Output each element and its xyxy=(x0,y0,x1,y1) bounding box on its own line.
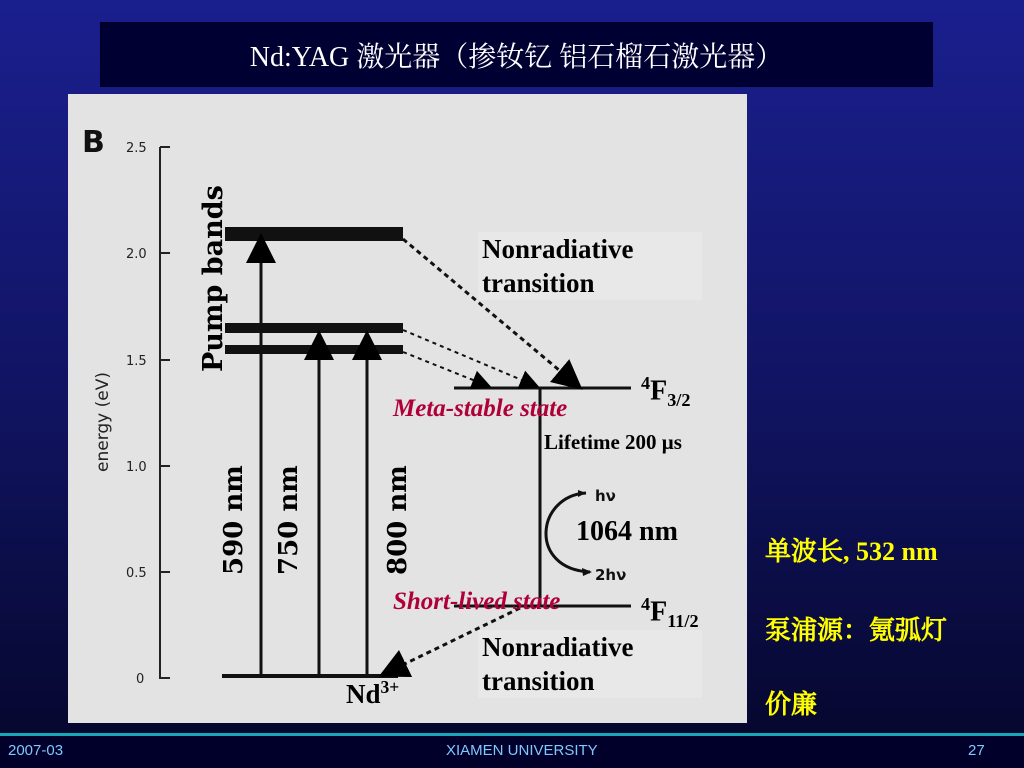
y-tick-label: 0 xyxy=(136,672,145,687)
photon-arrowhead xyxy=(578,490,586,497)
wavelength-label-750: 750 nm xyxy=(274,465,304,575)
wavelength-label-800: 800 nm xyxy=(383,465,413,575)
nonradiative-arrow-middle xyxy=(403,330,536,386)
y-tick-label: 2.5 xyxy=(126,141,147,156)
ground-level-sup: 3+ xyxy=(380,677,400,697)
pump-band-middle xyxy=(225,323,403,333)
upper-level-sup: 4 xyxy=(641,373,651,393)
side-note-cheap: 价廉 xyxy=(765,690,818,719)
footer-date: 2007-03 xyxy=(8,742,64,759)
energy-level-diagram xyxy=(68,94,747,723)
pump-band-top xyxy=(225,227,403,241)
lower-level-sup: 4 xyxy=(641,594,651,614)
pump-bands-label: Pump bands xyxy=(198,185,229,372)
y-tick-label: 1.0 xyxy=(126,460,147,475)
y-tick-label: 0.5 xyxy=(126,566,147,581)
lower-level-main: F xyxy=(650,596,668,628)
emission-wavelength-label: 1064 nm xyxy=(572,516,682,548)
panel-label: B xyxy=(82,125,105,160)
nonradiative-arrow-lower xyxy=(403,352,488,386)
side-note-pump-source: 泵浦源：氪弧灯 xyxy=(765,616,948,645)
hv-top-label: hν xyxy=(595,487,616,505)
upper-level-main: F xyxy=(650,375,668,407)
upper-level-sub: 3/2 xyxy=(667,389,691,410)
photon-arrowhead xyxy=(582,568,592,576)
upper-level-label xyxy=(641,373,690,411)
wavelength-label-590: 590 nm xyxy=(219,465,249,575)
lifetime-label: Lifetime 200 μs xyxy=(544,430,682,454)
slide-footer xyxy=(0,733,1024,768)
footer-page-number: 27 xyxy=(968,742,985,759)
ground-level-main: Nd xyxy=(346,679,381,709)
slide-title-text: Nd:YAG 激光器（掺钕钇 铝石榴石激光器） xyxy=(249,41,784,73)
y-tick-label: 2.0 xyxy=(126,247,147,262)
pump-band-lower xyxy=(225,345,403,354)
y-tick-label: 1.5 xyxy=(126,354,147,369)
slide-title xyxy=(100,22,933,87)
footer-institution: XIAMEN UNIVERSITY xyxy=(446,742,598,759)
hv-bottom-label: 2hν xyxy=(595,566,627,584)
side-note-wavelength: 单波长, 532 nm xyxy=(765,537,938,566)
y-axis-label: energy (eV) xyxy=(93,372,113,472)
lower-level-sub: 11/2 xyxy=(667,610,699,631)
short-lived-label: Short-lived state xyxy=(393,588,561,615)
lower-level-label xyxy=(641,594,699,632)
nonradiative-label-top: Nonradiative transition xyxy=(478,232,702,300)
nonradiative-label-bottom: Nonradiative transition xyxy=(478,630,702,698)
meta-stable-label: Meta-stable state xyxy=(393,395,568,422)
ground-level-label xyxy=(346,677,399,710)
